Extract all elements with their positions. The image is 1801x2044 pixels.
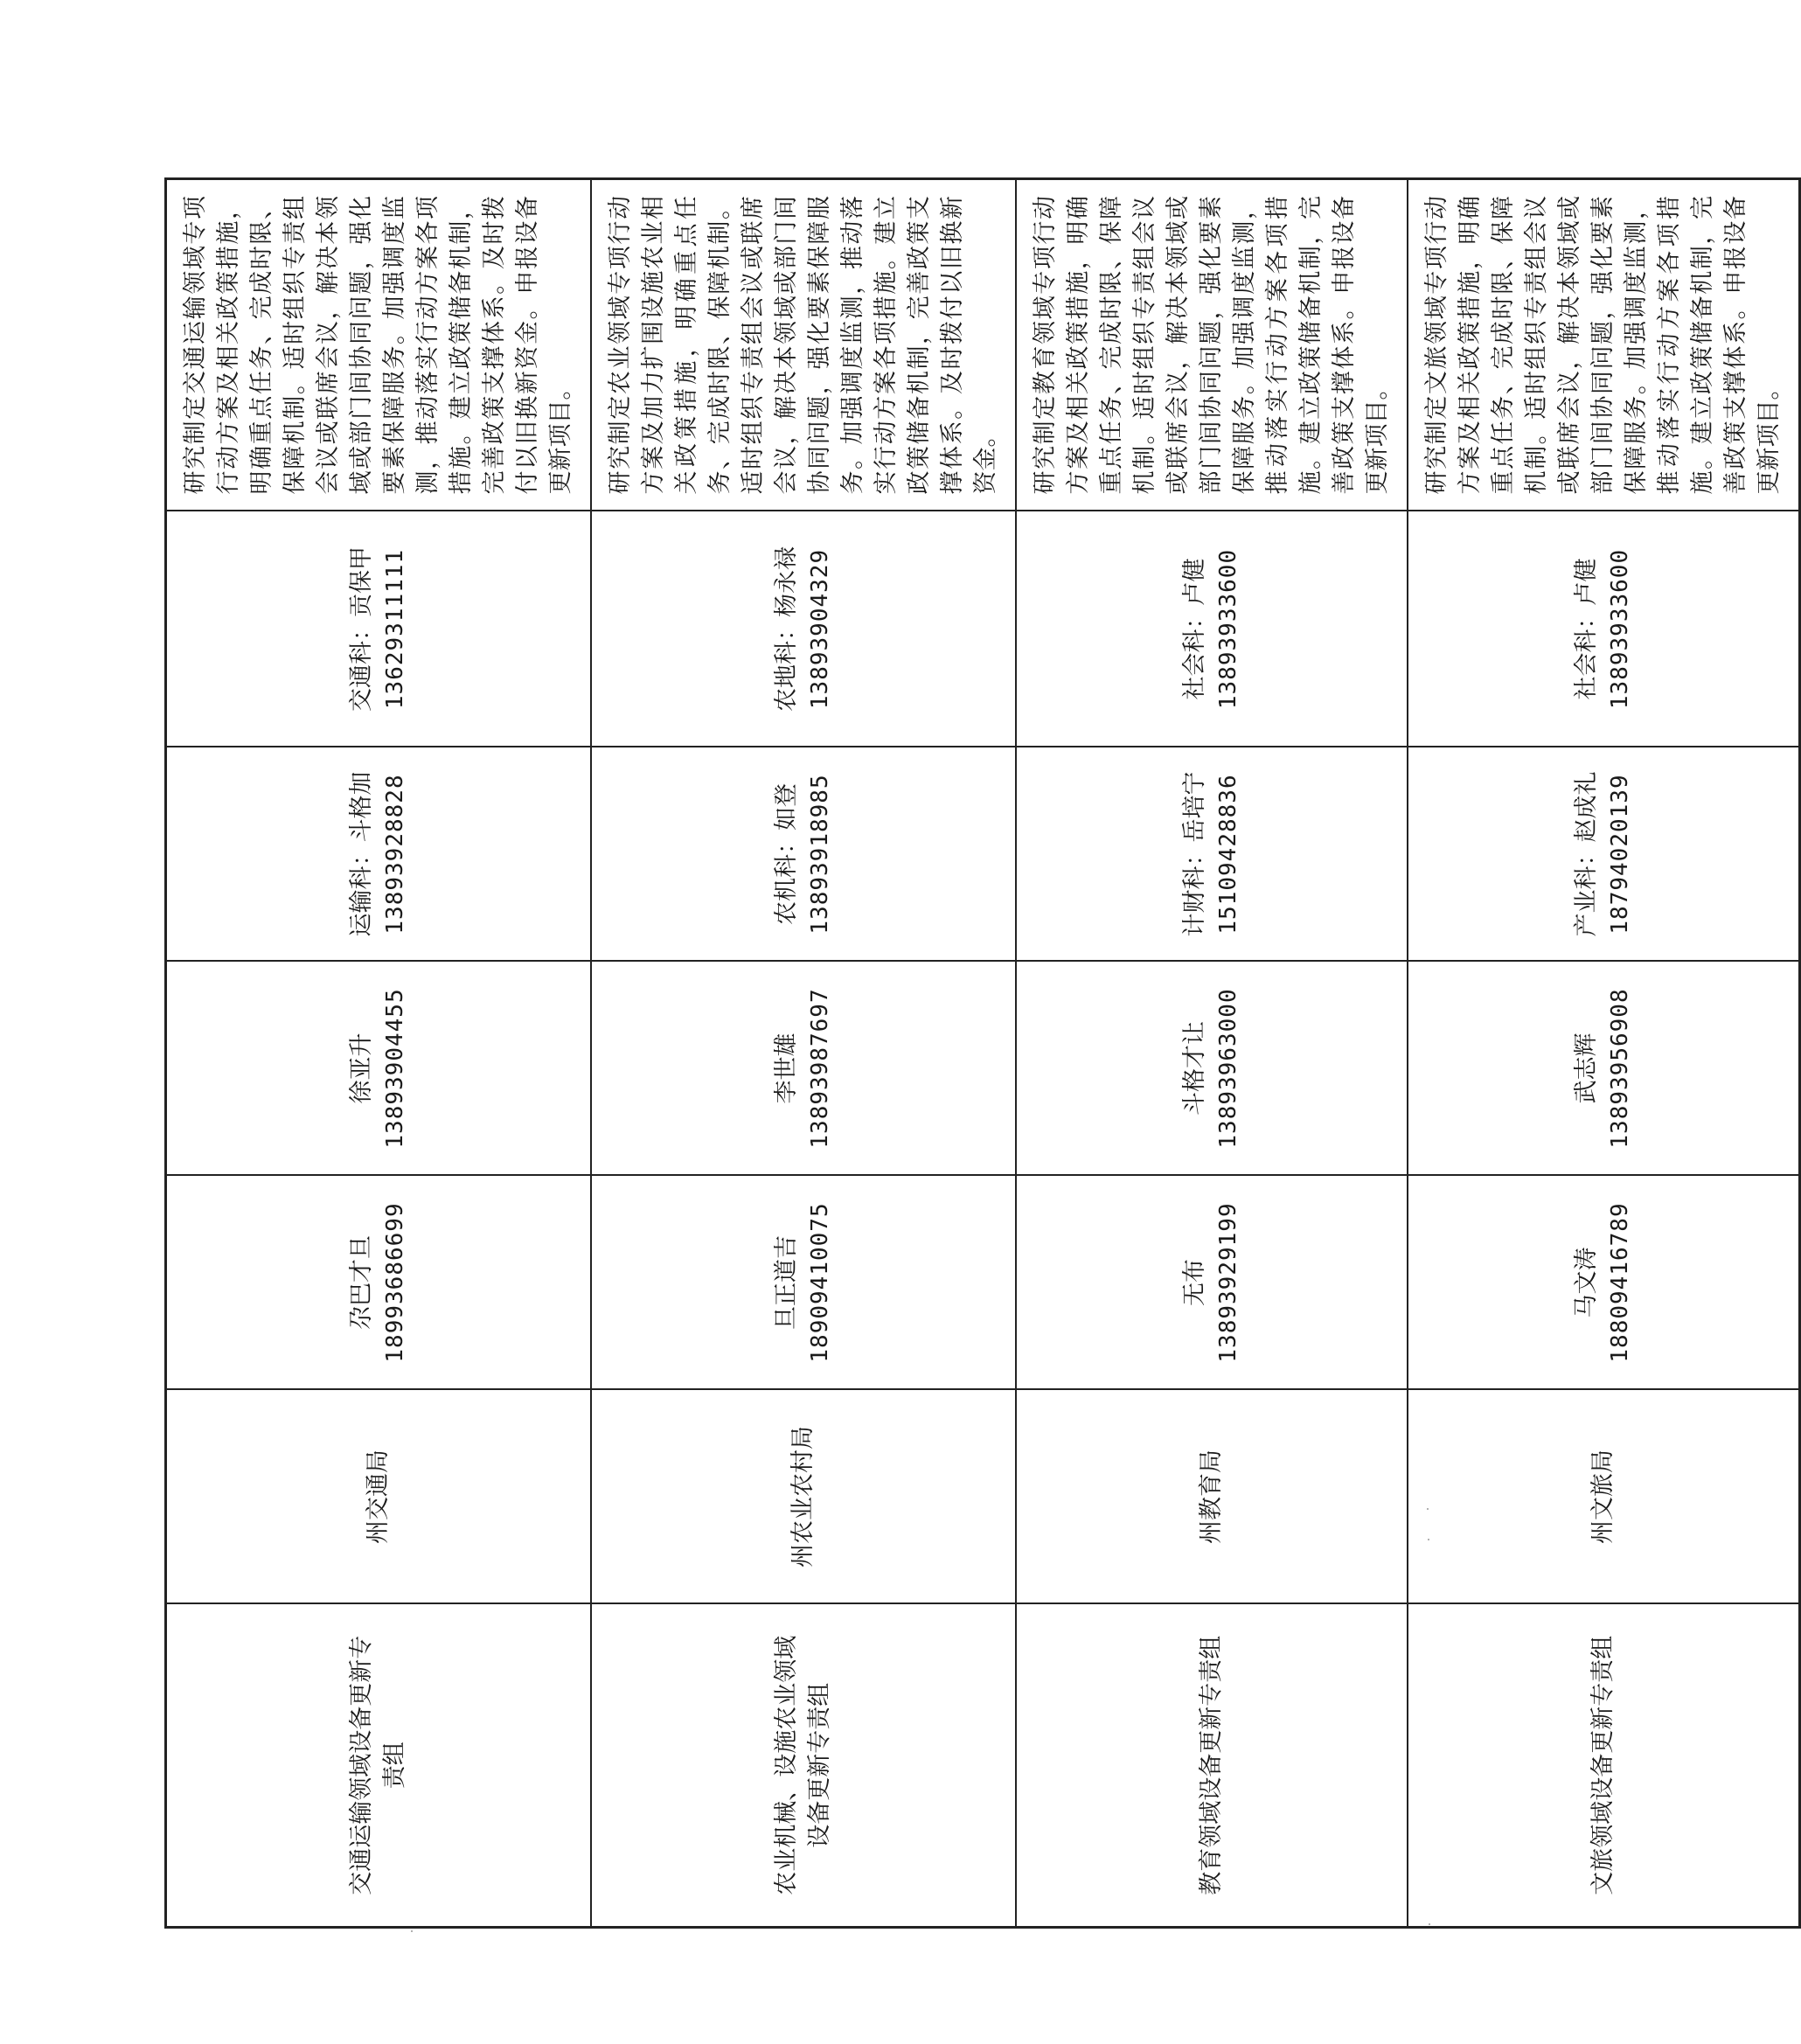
liaison-name: 斗格才让 [1181, 1021, 1208, 1116]
contact2-cell [1408, 511, 1800, 747]
contact2-label: 交通科：贡保甲 [348, 546, 375, 712]
liaison-phone: 13893963000 [1215, 988, 1241, 1149]
contact2-phone: 13893933600 [1215, 548, 1241, 710]
table-row [1016, 179, 1408, 1928]
scan-speck [1427, 1508, 1429, 1510]
liaison-cell [591, 962, 1016, 1176]
contact1-label: 运输科：斗格加 [348, 771, 375, 937]
contact2-cell [1016, 511, 1408, 747]
contact2-phone: 13629311111 [382, 548, 408, 710]
contact1-phone: 13893918985 [807, 774, 833, 935]
leader-name: 马文涛 [1573, 1247, 1600, 1318]
table-row [1408, 179, 1800, 1928]
liaison-phone: 13893904455 [382, 988, 408, 1149]
contact2-label: 社会科：卢健 [1573, 558, 1600, 700]
table-row [166, 179, 592, 1928]
liaison-name: 李世雄 [773, 1032, 800, 1104]
group-name: 文旅领域设备更新专责组 [1408, 1604, 1800, 1928]
scan-speck [1428, 1539, 1429, 1540]
contact2-phone: 13893933600 [1607, 548, 1633, 710]
contact1-label: 产业科：赵成礼 [1573, 771, 1600, 937]
liaison-phone: 13893956908 [1607, 988, 1633, 1149]
task-group-table [164, 177, 1801, 1929]
scan-speck [1429, 1923, 1430, 1925]
scan-speck [411, 1930, 413, 1932]
contact2-phone: 13893904329 [807, 548, 833, 710]
contact1-cell [166, 747, 592, 962]
duty-description: 研究制定农业领域专项行动方案及加力扩围设施农业相关政策措施，明确重点任务、完成时限、保障机制。适时组织专责组会议或联席会议，解决本领域或部门间协同问题，强化要素保障服务。加强调度监测，推动落实行动方案各项措施。建立政策储备机制，完善政策支撑体系。及时拨付以旧换新资金。 [591, 179, 1016, 511]
department: 州文旅局 [1408, 1390, 1800, 1604]
table-row [591, 179, 1016, 1928]
contact2-label: 社会科：卢健 [1181, 558, 1208, 700]
group-name: 交通运输领域设备更新专责组 [166, 1604, 592, 1928]
contact2-label: 农地科：杨永禄 [773, 546, 800, 712]
liaison-name: 徐亚升 [348, 1032, 375, 1104]
duty-description: 研究制定文旅领域专项行动方案及相关政策措施，明确重点任务、完成时限、保障机制。适时组织专责组会议或联席会议，解决本领域或部门间协同问题，强化要素保障服务。加强调度监测，推动落实行动方案各项措施。建立政策储备机制，完善政策支撑体系。申报设备更新项目。 [1408, 179, 1800, 511]
leader-phone: 18809416789 [1607, 1202, 1633, 1363]
contact1-cell [591, 747, 1016, 962]
liaison-name: 武志辉 [1573, 1032, 1600, 1104]
leader-name: 无布 [1181, 1259, 1208, 1306]
liaison-cell [1016, 962, 1408, 1176]
department: 州农业农村局 [591, 1390, 1016, 1604]
contact1-cell [1408, 747, 1800, 962]
leader-phone: 13893929199 [1215, 1202, 1241, 1363]
contact1-label: 农机科：如登 [773, 783, 800, 925]
liaison-cell [166, 962, 592, 1176]
liaison-cell [1408, 962, 1800, 1176]
leader-cell [1408, 1176, 1800, 1390]
leader-cell [591, 1176, 1016, 1390]
contact1-phone: 18794020139 [1607, 774, 1633, 935]
leader-cell [166, 1176, 592, 1390]
contact2-cell [166, 511, 592, 747]
contact1-label: 计财科：岳培宁 [1181, 771, 1208, 937]
leader-phone: 18993686699 [382, 1202, 408, 1363]
leader-phone: 18909410075 [807, 1202, 833, 1363]
duty-description: 研究制定交通运输领域专项行动方案及相关政策措施，明确重点任务、完成时限、保障机制。适时组织专责组会议或联席会议，解决本领域或部门间协同问题，强化要素保障服务。加强调度监测，推动落实行动方案各项措施。建立政策储备机制，完善政策支撑体系。及时拨付以旧换新资金。申报设备更新项目。 [166, 179, 592, 511]
contact1-phone: 15109428836 [1215, 774, 1241, 935]
contact1-phone: 13893928828 [382, 774, 408, 935]
liaison-phone: 13893987697 [807, 988, 833, 1149]
duty-description: 研究制定教育领域专项行动方案及相关政策措施，明确重点任务、完成时限、保障机制。适时组织专责组会议或联席会议，解决本领域或部门间协同问题，强化要素保障服务。加强调度监测，推动落实行动方案各项措施。建立政策储备机制，完善政策支撑体系。申报设备更新项目。 [1016, 179, 1408, 511]
leader-name: 旦正道吉 [773, 1235, 800, 1330]
rotated-page [164, 180, 1783, 1929]
department: 州教育局 [1016, 1390, 1408, 1604]
group-name: 教育领域设备更新专责组 [1016, 1604, 1408, 1928]
leader-name: 尕巴才旦 [348, 1235, 375, 1330]
department: 州交通局 [166, 1390, 592, 1604]
contact2-cell [591, 511, 1016, 747]
contact1-cell [1016, 747, 1408, 962]
group-name: 农业机械、设施农业领域设备更新专责组 [591, 1604, 1016, 1928]
leader-cell [1016, 1176, 1408, 1390]
